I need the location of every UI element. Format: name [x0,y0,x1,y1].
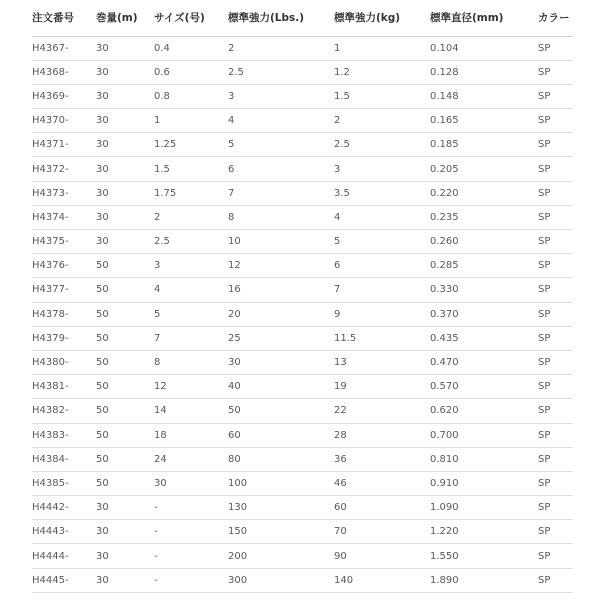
table-row [32,36,573,60]
table-row [32,254,573,278]
color-cell: SP [538,115,551,127]
table-row [32,399,573,423]
table-row [32,520,573,544]
order-number-cell: H4381- [32,381,69,393]
order-number-cell: H4369- [32,90,69,102]
order-number-cell: H4384- [32,453,69,465]
size-cell: - [154,574,158,586]
table-row [32,302,573,326]
color-cell: SP [538,236,551,248]
order-number-cell: H4445- [32,574,69,586]
strength-lbs-cell: 60 [228,429,241,441]
size-cell: 8 [154,357,161,369]
strength-kg-cell: 5 [334,236,341,248]
color-cell: SP [538,502,551,514]
order-number-cell: H4373- [32,187,69,199]
diameter-cell: 1.220 [430,526,459,538]
spool-length-cell: 30 [96,574,109,586]
size-cell: 1.5 [154,163,170,175]
size-cell: 0.4 [154,42,170,54]
spool-length-cell: 50 [96,332,109,344]
size-cell: 1.75 [154,187,177,199]
diameter-cell: 0.810 [430,453,459,465]
color-cell: SP [538,284,551,296]
order-number-cell: H4379- [32,332,69,344]
order-number-cell: H4376- [32,260,69,272]
color-cell: SP [538,211,551,223]
strength-lbs-cell: 130 [228,502,248,514]
strength-kg-cell: 46 [334,477,347,489]
size-cell: 1 [154,115,161,127]
diameter-cell: 0.128 [430,66,459,78]
size-cell: 30 [154,477,167,489]
spool-length-cell: 30 [96,139,109,151]
spool-length-cell: 50 [96,381,109,393]
color-cell: SP [538,308,551,320]
table-row [32,447,573,471]
strength-lbs-cell: 100 [228,477,248,489]
spool-length-cell: 50 [96,357,109,369]
spool-length-cell: 50 [96,429,109,441]
strength-lbs-cell: 5 [228,139,235,151]
strength-lbs-cell: 25 [228,332,241,344]
color-cell: SP [538,66,551,78]
strength-kg-cell: 28 [334,429,347,441]
strength-kg-cell: 4 [334,211,341,223]
color-cell: SP [538,574,551,586]
strength-kg-cell: 140 [334,574,354,586]
spool-length-cell: 30 [96,550,109,562]
color-cell: SP [538,42,551,54]
product-spec-table [32,0,573,593]
size-cell: 18 [154,429,167,441]
strength-kg-cell: 6 [334,260,341,272]
spool-length-cell: 30 [96,502,109,514]
strength-kg-cell: 70 [334,526,347,538]
color-cell: SP [538,260,551,272]
strength-lbs-cell: 7 [228,187,235,199]
strength-kg-cell: 1.2 [334,66,350,78]
header-strength-lbs: 標準強力(Lbs.) [228,12,305,25]
strength-kg-cell: 1 [334,42,341,54]
color-cell: SP [538,139,551,151]
order-number-cell: H4375- [32,236,69,248]
strength-kg-cell: 7 [334,284,341,296]
table-row [32,471,573,495]
diameter-cell: 0.470 [430,357,459,369]
diameter-cell: 0.260 [430,236,459,248]
header-spool-length: 巻量(m) [96,12,138,25]
diameter-cell: 1.090 [430,502,459,514]
size-cell: 24 [154,453,167,465]
order-number-cell: H4370- [32,115,69,127]
spec-sheet [32,0,573,593]
order-number-cell: H4442- [32,502,69,514]
order-number-cell: H4368- [32,66,69,78]
diameter-cell: 0.620 [430,405,459,417]
spool-length-cell: 30 [96,163,109,175]
size-cell: 1.25 [154,139,177,151]
size-cell: 0.6 [154,66,170,78]
diameter-cell: 0.220 [430,187,459,199]
color-cell: SP [538,187,551,199]
order-number-cell: H4382- [32,405,69,417]
table-row [32,205,573,229]
strength-lbs-cell: 2.5 [228,66,244,78]
table-header [32,0,573,36]
strength-lbs-cell: 200 [228,550,248,562]
color-cell: SP [538,477,551,489]
diameter-cell: 0.205 [430,163,459,175]
strength-lbs-cell: 30 [228,357,241,369]
size-cell: 5 [154,308,161,320]
strength-kg-cell: 22 [334,405,347,417]
strength-lbs-cell: 6 [228,163,235,175]
diameter-cell: 0.330 [430,284,459,296]
table-row [32,109,573,133]
diameter-cell: 0.700 [430,429,459,441]
strength-lbs-cell: 8 [228,211,235,223]
strength-lbs-cell: 50 [228,405,241,417]
order-number-cell: H4377- [32,284,69,296]
header-row [32,0,573,36]
spool-length-cell: 50 [96,260,109,272]
strength-kg-cell: 9 [334,308,341,320]
table-row [32,496,573,520]
table-row [32,84,573,108]
strength-lbs-cell: 12 [228,260,241,272]
header-color: カラー [538,12,570,25]
size-cell: - [154,502,158,514]
size-cell: 14 [154,405,167,417]
strength-lbs-cell: 80 [228,453,241,465]
table-body [32,36,573,592]
size-cell: - [154,526,158,538]
table-row [32,60,573,84]
strength-kg-cell: 2.5 [334,139,350,151]
size-cell: 2.5 [154,236,170,248]
order-number-cell: H4383- [32,429,69,441]
spool-length-cell: 50 [96,308,109,320]
strength-lbs-cell: 20 [228,308,241,320]
spool-length-cell: 50 [96,284,109,296]
order-number-cell: H4374- [32,211,69,223]
order-number-cell: H4371- [32,139,69,151]
table-row [32,423,573,447]
diameter-cell: 0.185 [430,139,459,151]
spool-length-cell: 30 [96,66,109,78]
spool-length-cell: 30 [96,187,109,199]
table-row [32,157,573,181]
table-row [32,544,573,568]
table-row [32,278,573,302]
color-cell: SP [538,526,551,538]
color-cell: SP [538,332,551,344]
diameter-cell: 0.235 [430,211,459,223]
table-row [32,230,573,254]
spool-length-cell: 50 [96,453,109,465]
strength-lbs-cell: 10 [228,236,241,248]
diameter-cell: 0.910 [430,477,459,489]
color-cell: SP [538,405,551,417]
strength-lbs-cell: 4 [228,115,235,127]
color-cell: SP [538,429,551,441]
spool-length-cell: 30 [96,526,109,538]
table-row [32,326,573,350]
strength-kg-cell: 60 [334,502,347,514]
diameter-cell: 0.104 [430,42,459,54]
color-cell: SP [538,163,551,175]
strength-lbs-cell: 300 [228,574,248,586]
spool-length-cell: 30 [96,42,109,54]
order-number-cell: H4380- [32,357,69,369]
color-cell: SP [538,550,551,562]
strength-kg-cell: 3.5 [334,187,350,199]
size-cell: 12 [154,381,167,393]
table-row [32,350,573,374]
strength-kg-cell: 13 [334,357,347,369]
color-cell: SP [538,357,551,369]
size-cell: - [154,550,158,562]
diameter-cell: 1.550 [430,550,459,562]
strength-kg-cell: 36 [334,453,347,465]
spool-length-cell: 30 [96,236,109,248]
table-row [32,375,573,399]
diameter-cell: 1.890 [430,574,459,586]
spool-length-cell: 50 [96,477,109,489]
strength-kg-cell: 11.5 [334,332,357,344]
order-number-cell: H4367- [32,42,69,54]
diameter-cell: 0.285 [430,260,459,272]
color-cell: SP [538,453,551,465]
header-order-number: 注文番号 [32,12,74,25]
diameter-cell: 0.165 [430,115,459,127]
strength-kg-cell: 3 [334,163,341,175]
table-row [32,133,573,157]
order-number-cell: H4443- [32,526,69,538]
header-size: サイズ(号) [154,12,205,25]
table-row [32,181,573,205]
header-strength-kg: 標準強力(kg) [334,12,401,25]
diameter-cell: 0.570 [430,381,459,393]
diameter-cell: 0.435 [430,332,459,344]
spool-length-cell: 50 [96,405,109,417]
strength-kg-cell: 90 [334,550,347,562]
spool-length-cell: 30 [96,211,109,223]
size-cell: 2 [154,211,161,223]
strength-lbs-cell: 40 [228,381,241,393]
size-cell: 3 [154,260,161,272]
strength-lbs-cell: 16 [228,284,241,296]
color-cell: SP [538,381,551,393]
header-diameter: 標準直径(mm) [430,12,504,25]
spool-length-cell: 30 [96,115,109,127]
table-row [32,568,573,592]
diameter-cell: 0.370 [430,308,459,320]
diameter-cell: 0.148 [430,90,459,102]
strength-lbs-cell: 3 [228,90,235,102]
size-cell: 0.8 [154,90,170,102]
size-cell: 7 [154,332,161,344]
order-number-cell: H4378- [32,308,69,320]
order-number-cell: H4372- [32,163,69,175]
strength-kg-cell: 2 [334,115,341,127]
strength-lbs-cell: 2 [228,42,235,54]
strength-lbs-cell: 150 [228,526,248,538]
size-cell: 4 [154,284,161,296]
strength-kg-cell: 19 [334,381,347,393]
strength-kg-cell: 1.5 [334,90,350,102]
order-number-cell: H4385- [32,477,69,489]
order-number-cell: H4444- [32,550,69,562]
color-cell: SP [538,90,551,102]
spool-length-cell: 30 [96,90,109,102]
